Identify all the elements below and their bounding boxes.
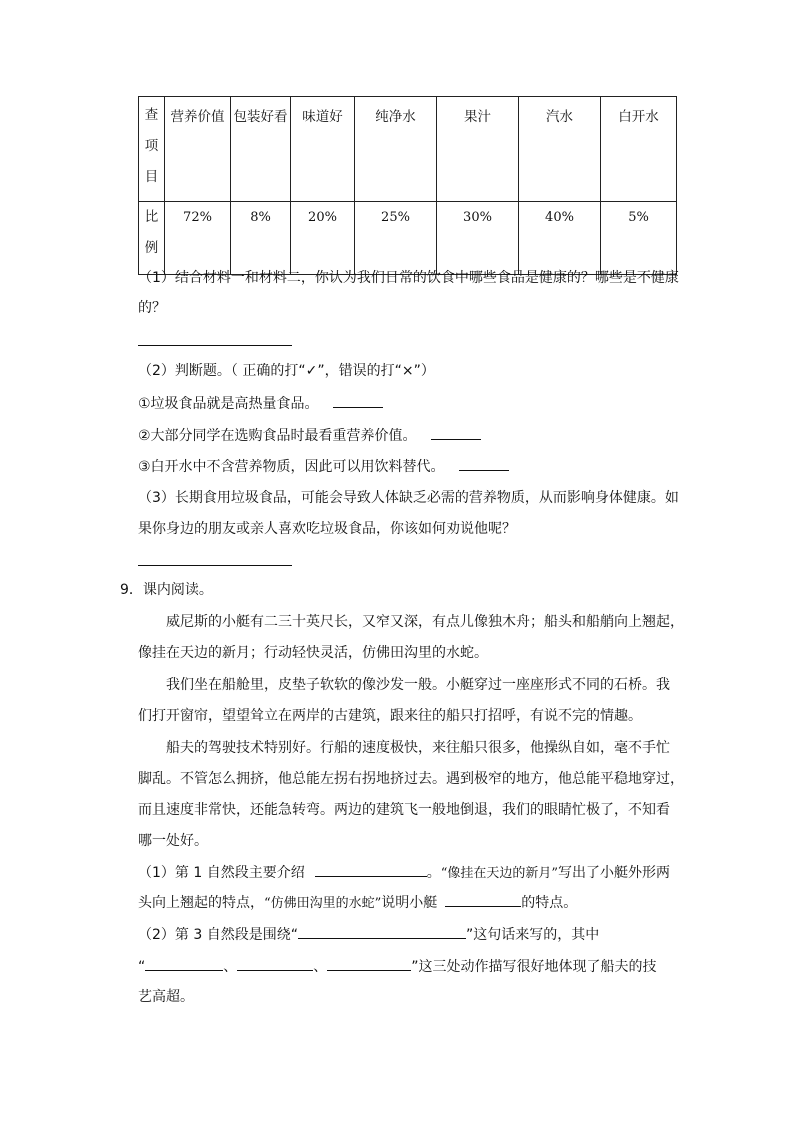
q9-2-line-1	[138, 924, 599, 945]
q2-item-1-text: ①垃圾食品就是高热量食品。	[138, 396, 319, 412]
table-cell-value: 5%	[601, 202, 677, 275]
q9-1-text: 头向上翘起的特点，	[138, 895, 264, 911]
q2-item-2-text: ②大部分同学在选购食品时最看重营养价值。	[138, 428, 417, 444]
q9-1-line-2	[138, 892, 577, 914]
q9-2-text: ”这句话来写的，其中	[465, 927, 600, 943]
q1-line-1: （1）结合材料一和材料二，你认为我们日常的饮食中哪些食品是健康的？哪些是不健康	[138, 270, 679, 286]
q2-item-1-answer-blank[interactable]	[333, 393, 383, 408]
q9-1-punct: 。	[426, 865, 441, 881]
column-header: 果汁	[437, 97, 519, 202]
q9-2-blank-topic-sentence[interactable]	[298, 924, 466, 939]
column-header: 包装好看	[231, 97, 291, 202]
q9-1-quote-snake: “仿佛田沟里的水蛇”	[264, 896, 382, 911]
q9-1-prompt: （1）第 1 自然段主要介绍	[138, 865, 305, 881]
q9-2-line-3: 艺高超。	[138, 989, 194, 1005]
table-cell-value: 40%	[519, 202, 601, 275]
q9-1-blank-feature[interactable]	[445, 892, 521, 907]
q9-2-open-quote: “	[138, 959, 146, 975]
q9-1-text: 写出了小艇外形两	[558, 865, 671, 881]
q9-1-quote-moon: “像挂在天边的新月”	[440, 866, 559, 881]
q3-line-1: （3）长期食用垃圾食品，可能会导致人体缺乏必需的营养物质，从而影响身体健康。如	[138, 490, 679, 506]
q9-2-line-2	[138, 956, 657, 977]
table-cell-value: 72%	[165, 202, 231, 275]
survey-table	[138, 96, 677, 275]
q2-item-2-answer-blank[interactable]	[431, 425, 481, 440]
passage-p3-line-1: 船夫的驾驶技术特别好。行船的速度极快，来往船只很多，他操纵自如，毫不手忙	[166, 740, 670, 756]
q2-item-1	[138, 393, 387, 414]
q2-item-3	[138, 456, 513, 477]
q9-1-blank-content[interactable]	[315, 862, 427, 877]
table-cell-value: 30%	[437, 202, 519, 275]
q3-line-2: 果你身边的朋友或亲人喜欢吃垃圾食品，你该如何劝说他呢？	[138, 521, 516, 537]
q9-2-blank-action-2[interactable]	[237, 956, 313, 971]
row-header-survey-item: 查 项 目	[139, 97, 165, 202]
q3-answer-line[interactable]	[138, 565, 292, 566]
table-header-row	[139, 97, 677, 202]
q9-2-text: ”这三处动作描写很好地体现了船夫的技	[411, 959, 657, 975]
passage-p3-line-4: 哪一处好。	[138, 833, 208, 849]
q2-intro: （2）判断题。（ 正确的打“✓”，错误的打“×”）	[138, 363, 435, 379]
table-value-row	[139, 202, 677, 275]
section-9-title: 9．课内阅读。	[120, 582, 213, 598]
q2-item-2	[138, 425, 485, 446]
column-header: 营养价值	[165, 97, 231, 202]
q9-1-text: 说明小艇	[381, 895, 438, 911]
q9-2-blank-action-1[interactable]	[145, 956, 223, 971]
column-header: 汽水	[519, 97, 601, 202]
q2-item-3-text: ③白开水中不含营养物质，因此可以用饮料替代。	[138, 459, 445, 475]
q9-2-blank-action-3[interactable]	[327, 956, 411, 971]
q9-1-text: 的特点。	[521, 895, 578, 911]
q2-item-3-answer-blank[interactable]	[459, 456, 509, 471]
column-header: 味道好	[291, 97, 355, 202]
row-header-ratio: 比 例	[139, 202, 165, 275]
table-cell-value: 20%	[291, 202, 355, 275]
q1-answer-line[interactable]	[138, 345, 292, 346]
passage-p3-line-2: 脚乱。不管怎么拥挤，他总能左拐右拐地挤过去。遇到极窄的地方，他总能平稳地穿过，	[138, 771, 684, 787]
passage-p1-line-1: 威尼斯的小艇有二三十英尺长，又窄又深，有点儿像独木舟；船头和船艄向上翘起，	[166, 614, 684, 630]
q1-line-2: 的？	[138, 300, 166, 316]
q9-2-prompt: （2）第 3 自然段是围绕“	[138, 927, 298, 943]
table-cell-value: 8%	[231, 202, 291, 275]
passage-p3-line-3: 而且速度非常快，还能急转弯。两边的建筑飞一般地倒退，我们的眼睛忙极了，不知看	[138, 802, 670, 818]
passage-p2-line-1: 我们坐在船舱里，皮垫子软软的像沙发一般。小艇穿过一座座形式不同的石桥。我	[166, 677, 670, 693]
passage-p2-line-2: 们打开窗帘，望望耸立在两岸的古建筑，跟来往的船只打招呼，有说不完的情趣。	[138, 708, 642, 724]
column-header: 白开水	[601, 97, 677, 202]
passage-p1-line-2: 像挂在天边的新月；行动轻快灵活，仿佛田沟里的水蛇。	[138, 645, 488, 661]
column-header: 纯净水	[355, 97, 437, 202]
q9-2-separator: 、	[223, 959, 238, 975]
table-cell-value: 25%	[355, 202, 437, 275]
q9-2-separator: 、	[313, 959, 328, 975]
q9-1-line-1	[138, 862, 670, 884]
